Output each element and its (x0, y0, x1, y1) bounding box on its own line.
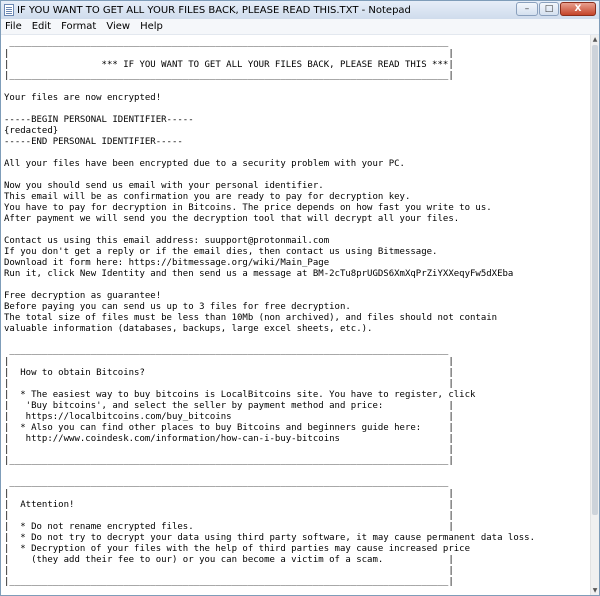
text-line: _________________________________________________________________________________ (4, 38, 449, 48)
maximize-icon: □ (544, 4, 554, 14)
text-line (4, 467, 590, 478)
scroll-thumb[interactable] (592, 45, 598, 515)
text-line: | | (4, 379, 454, 389)
text-line: | http://www.coindesk.com/information/how-can-i-buy-bitcoins | (4, 434, 454, 444)
document-text[interactable] (1, 35, 590, 588)
vertical-scrollbar[interactable] (590, 35, 599, 595)
window-controls (516, 2, 596, 16)
text-line: _________________________________________________________________________________ (4, 478, 449, 488)
text-line: Your files are now encrypted! (4, 93, 162, 103)
text-line: | https://localbitcoins.com/buy_bitcoins | (4, 412, 454, 422)
text-line: | How to obtain Bitcoins? | (4, 368, 454, 378)
text-line: | Attention! | (4, 500, 454, 510)
text-line: | | (4, 357, 454, 367)
text-line: |_________________________________________________________________________________| (4, 456, 454, 466)
text-line: | | (4, 511, 454, 521)
close-button[interactable] (560, 2, 596, 16)
text-line (4, 82, 590, 93)
minimize-button[interactable] (516, 2, 538, 16)
notepad-icon (4, 4, 14, 16)
menu-format[interactable]: Format (61, 21, 97, 32)
text-line: _________________________________________________________________________________ (4, 346, 449, 356)
title-bar[interactable] (1, 1, 599, 19)
text-line: All your files have been encrypted due to a security problem with your PC. (4, 159, 405, 169)
text-line: After payment we will send you the decryption tool that will decrypt all your files. (4, 214, 460, 224)
text-editor-area[interactable] (1, 35, 590, 595)
text-line (4, 104, 590, 115)
text-line (4, 170, 590, 181)
text-line: Contact us using this email address: suupport@protonmail.com (4, 236, 330, 246)
text-line: Now you should send us email with your personal identifier. (4, 181, 324, 191)
text-line: | * Do not try to decrypt your data using third party software, it may cause permanent data loss. (4, 533, 536, 543)
text-line: If you don't get a reply or if the email dies, then contact us using Bitmessage. (4, 247, 438, 257)
text-line: Run it, click New Identity and then send us a message at BM-2cTu8prUGDS6XmXqPrZiYXXeqyFw5dXEba (4, 269, 514, 279)
text-line: |_________________________________________________________________________________| (4, 577, 454, 587)
text-line: -----BEGIN PERSONAL IDENTIFIER----- (4, 115, 194, 125)
menu-file[interactable]: File (5, 21, 22, 32)
text-line: The total size of files must be less than 10Mb (non archived), and files should not contain (4, 313, 498, 323)
text-line: -----END PERSONAL IDENTIFIER----- (4, 137, 183, 147)
text-line: {redacted} (4, 126, 59, 136)
text-line: | *** IF YOU WANT TO GET ALL YOUR FILES BACK, PLEASE READ THIS ***| (4, 60, 454, 70)
text-line (4, 148, 590, 159)
text-line: | | (4, 489, 454, 499)
text-line: | * Also you can find other places to buy Bitcoins and beginners guide here: | (4, 423, 454, 433)
text-line: Free decryption as guarantee! (4, 291, 162, 301)
scroll-down-icon[interactable]: ▼ (592, 587, 598, 594)
minimize-icon: – (524, 4, 530, 14)
text-line: This email will be as confirmation you are ready to pay for decryption key. (4, 192, 411, 202)
close-icon: X (574, 4, 582, 14)
text-line: |_________________________________________________________________________________| (4, 71, 454, 81)
text-line: Before paying you can send us up to 3 files for free decryption. (4, 302, 351, 312)
text-line: | | (4, 49, 454, 59)
text-line: | * Decryption of your files with the help of third parties may cause increased price (4, 544, 470, 554)
text-line: valuable information (databases, backups, large excel sheets, etc.). (4, 324, 373, 334)
text-line (4, 225, 590, 236)
menu-help[interactable]: Help (140, 21, 163, 32)
text-line (4, 335, 590, 346)
text-line: | | (4, 566, 454, 576)
menu-edit[interactable]: Edit (31, 21, 52, 32)
window-title: IF YOU WANT TO GET ALL YOUR FILES BACK, PLEASE READ THIS.TXT - Notepad (17, 4, 411, 16)
text-line: | 'Buy bitcoins', and select the seller by payment method and price: | (4, 401, 454, 411)
text-line: | * The easiest way to buy bitcoins is LocalBitcoins site. You have to register, click (4, 390, 476, 400)
text-line: | * Do not rename encrypted files. | (4, 522, 454, 532)
scroll-up-icon[interactable]: ▲ (592, 36, 598, 43)
text-line (4, 280, 590, 291)
menu-view[interactable]: View (106, 21, 131, 32)
maximize-button[interactable] (539, 2, 559, 16)
text-line: You have to pay for decryption in Bitcoins. The price depends on how fast you write to us. (4, 203, 492, 213)
text-line: Download it form here: https://bitmessage.org/wiki/Main_Page (4, 258, 330, 268)
menu-bar (1, 19, 599, 35)
text-line: | (they add their fee to our) or you can become a victim of a scam. | (4, 555, 454, 565)
text-line: | | (4, 445, 454, 455)
